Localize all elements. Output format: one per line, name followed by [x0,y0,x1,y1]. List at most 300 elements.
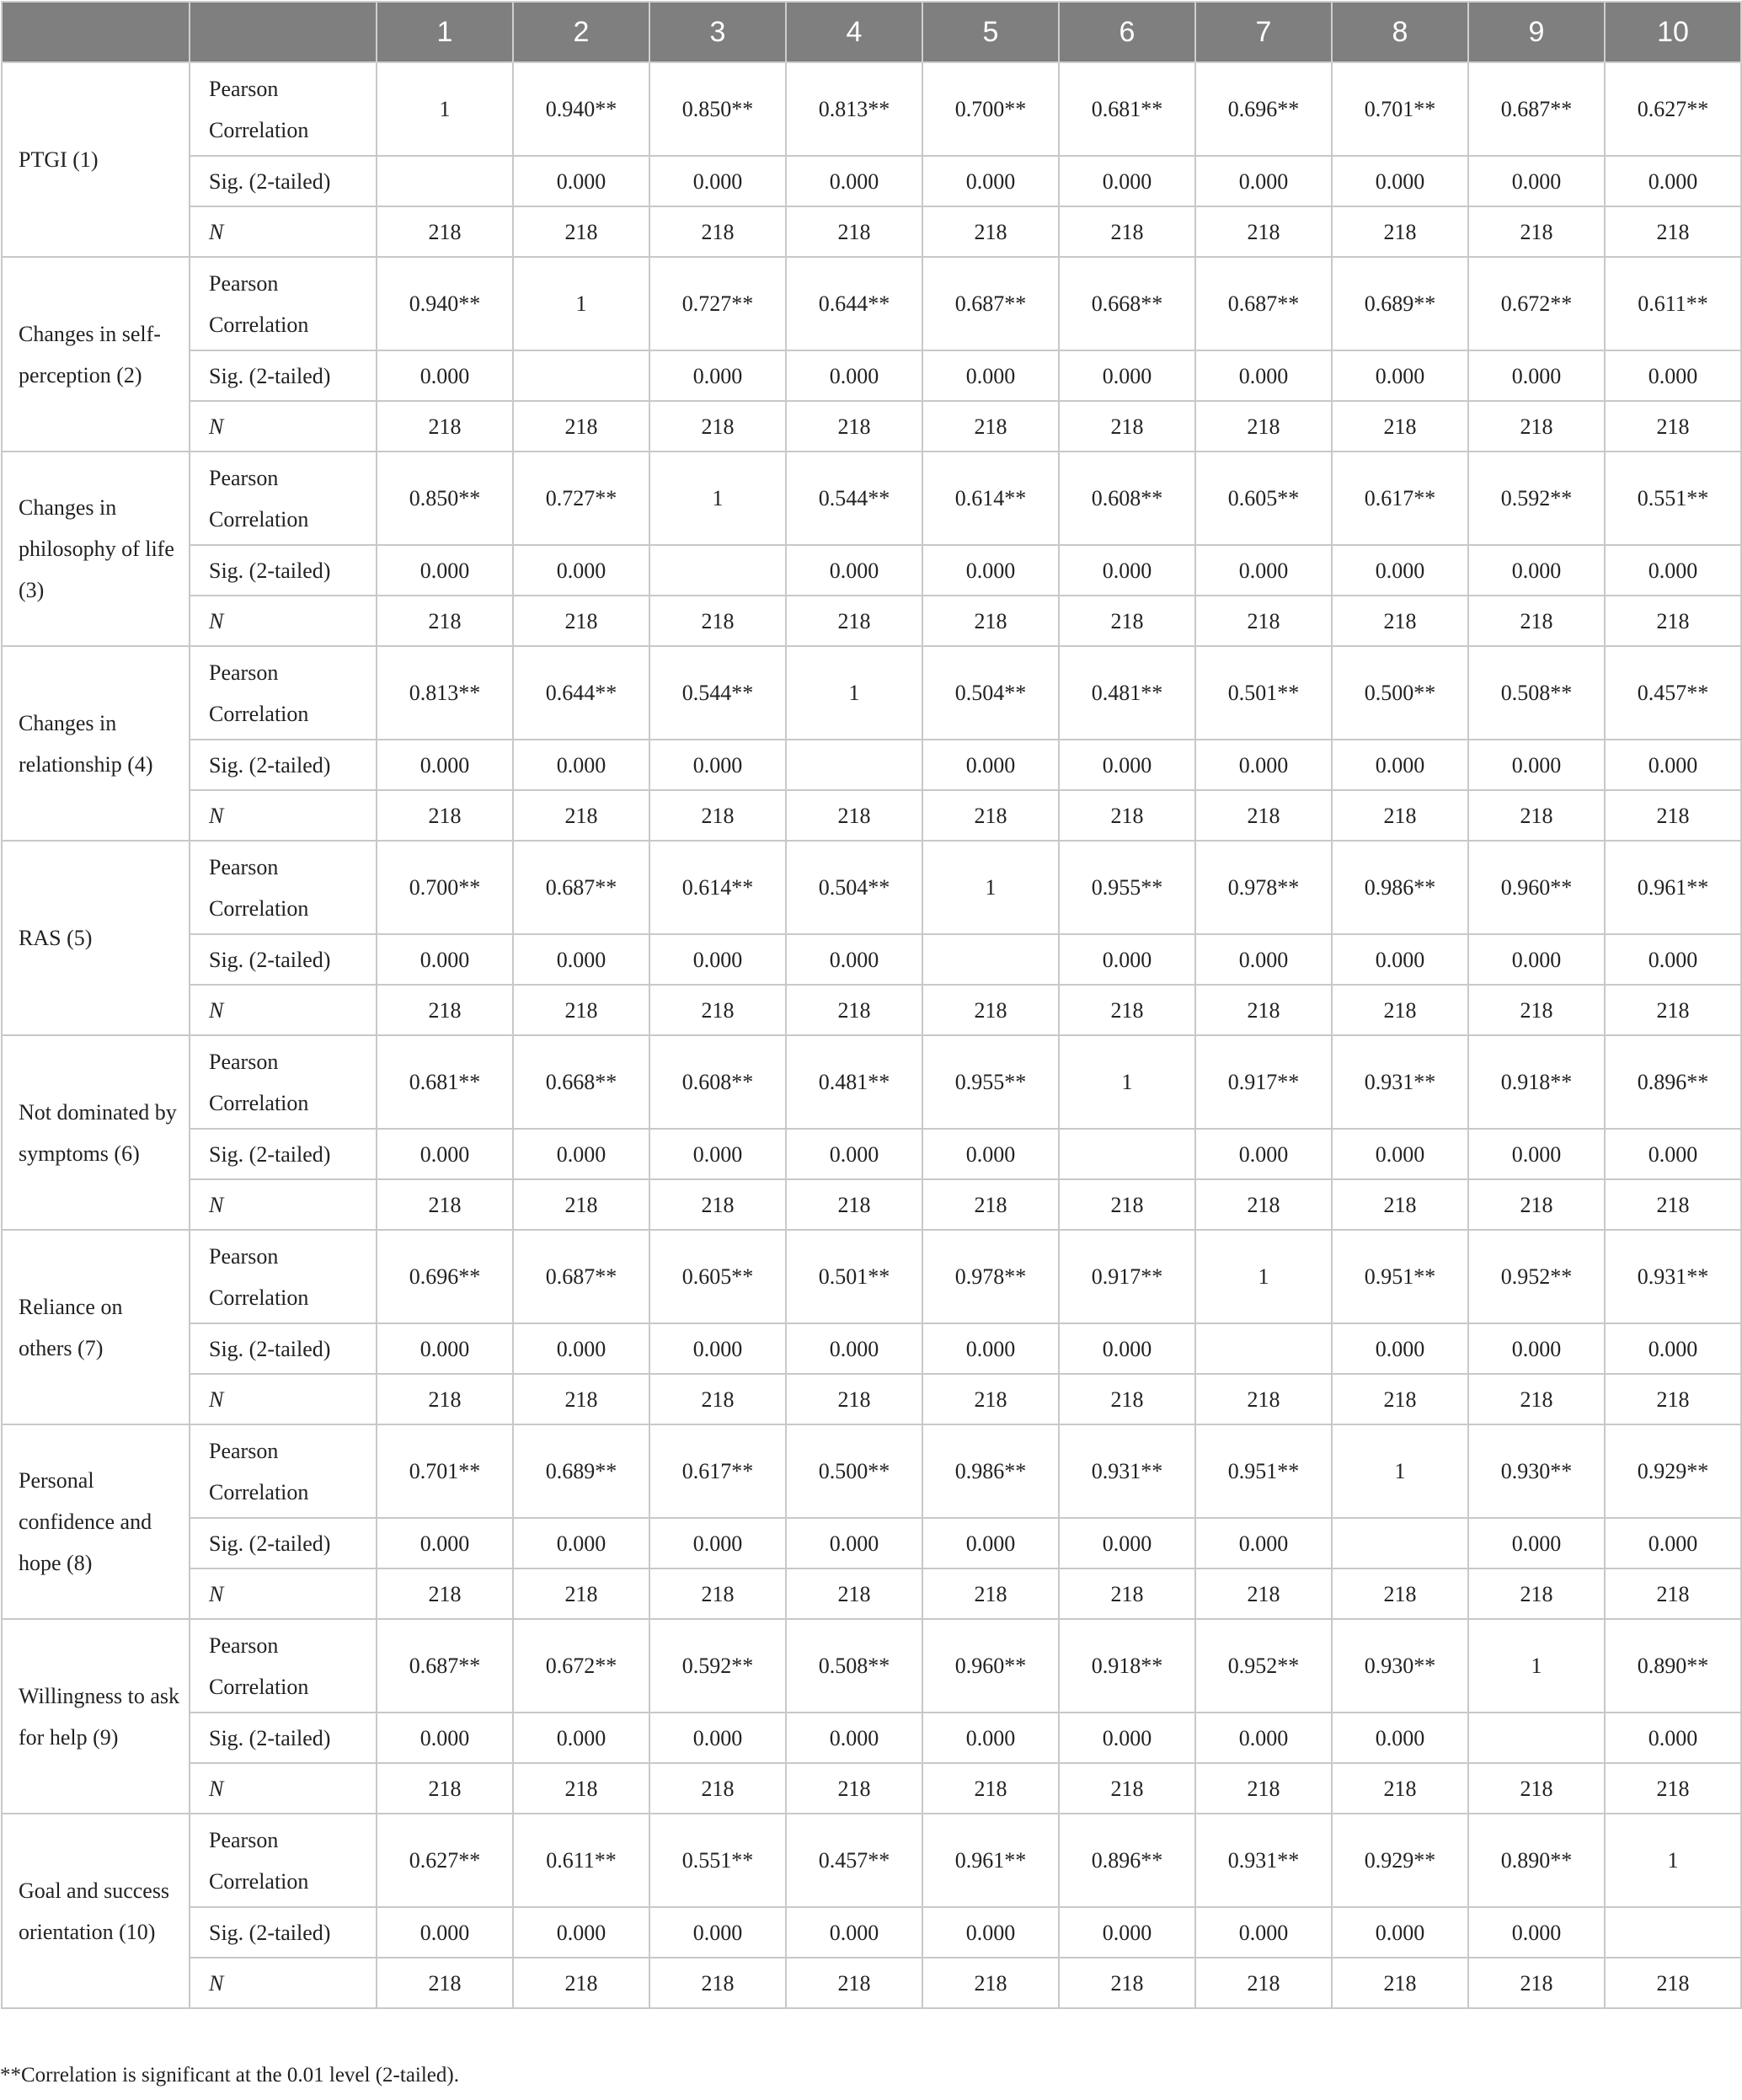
table-cell: 0.592** [1468,452,1605,545]
table-cell: 0.000 [1332,740,1468,790]
table-cell: 0.951** [1195,1424,1332,1518]
table-cell: 0.000 [1059,545,1195,596]
table-cell: 218 [513,1958,649,2008]
table-header [2,2,1741,62]
sig-row [2,1907,1741,1958]
table-cell: 218 [786,1179,922,1230]
table-cell: 218 [1605,1958,1741,2008]
table-cell: 0.000 [1195,740,1332,790]
table-cell: 218 [1195,1763,1332,1814]
table-cell: 0.000 [1605,1518,1741,1568]
table-cell: 0.611** [1605,257,1741,350]
table-cell: 218 [1605,1179,1741,1230]
table-cell: 218 [1059,1374,1195,1424]
statistic-label: Sig. (2-tailed) [190,1129,377,1179]
table-cell: 0.681** [377,1035,513,1129]
table-cell: 0.000 [922,1518,1059,1568]
table-cell: 0.000 [1332,350,1468,401]
pearson-row [2,452,1741,545]
table-cell [922,934,1059,985]
table-cell: 0.000 [786,1129,922,1179]
table-cell: 218 [922,790,1059,841]
table-cell: 218 [922,596,1059,646]
table-cell: 218 [377,1374,513,1424]
table-cell: 0.930** [1332,1619,1468,1713]
table-cell [1195,1323,1332,1374]
table-cell: 0.501** [1195,646,1332,740]
statistic-label: Pearson Correlation [190,257,377,350]
table-cell: 218 [786,1568,922,1619]
table-cell: 0.960** [1468,841,1605,934]
table-cell: 0.978** [922,1230,1059,1323]
table-cell: 0.951** [1332,1230,1468,1323]
header-corner-statistic [190,2,377,62]
sig-row [2,740,1741,790]
table-cell: 218 [1332,1179,1468,1230]
table-cell: 218 [377,401,513,452]
table-cell: 218 [1059,206,1195,257]
table-cell [786,740,922,790]
table-cell: 218 [1195,1179,1332,1230]
table-cell: 0.000 [1332,934,1468,985]
table-cell: 0.000 [1332,545,1468,596]
table-cell: 0.978** [1195,841,1332,934]
table-cell: 218 [1332,790,1468,841]
table-cell: 0.644** [786,257,922,350]
statistic-label: Sig. (2-tailed) [190,545,377,596]
table-cell: 0.687** [1468,62,1605,156]
table-cell: 0.850** [649,62,786,156]
table-cell: 0.000 [1195,350,1332,401]
table-cell: 218 [649,596,786,646]
table-cell [649,545,786,596]
statistic-label: Sig. (2-tailed) [190,934,377,985]
statistic-label: Sig. (2-tailed) [190,1907,377,1958]
statistic-label: Sig. (2-tailed) [190,740,377,790]
table-cell: 218 [1332,596,1468,646]
table-cell: 1 [1332,1424,1468,1518]
sig-row [2,1713,1741,1763]
table-cell: 0.000 [377,1129,513,1179]
statistic-label: N [190,1763,377,1814]
variable-label: Changes in philosophy of life (3) [2,452,190,646]
table-cell: 0.000 [1332,1129,1468,1179]
table-cell: 0.896** [1059,1814,1195,1907]
table-cell: 218 [649,985,786,1035]
pearson-row [2,1035,1741,1129]
statistic-label: N [190,401,377,452]
table-cell: 0.672** [1468,257,1605,350]
table-cell: 0.952** [1195,1619,1332,1713]
table-cell: 0.000 [1605,350,1741,401]
table-cell: 0.000 [1332,156,1468,206]
table-body [2,62,1741,2008]
table-cell: 1 [1468,1619,1605,1713]
sig-row [2,156,1741,206]
table-cell: 0.000 [1605,156,1741,206]
table-cell: 0.000 [1468,934,1605,985]
table-cell: 0.457** [1605,646,1741,740]
table-cell: 218 [1059,596,1195,646]
table-cell: 0.931** [1332,1035,1468,1129]
table-cell: 0.000 [786,1907,922,1958]
pearson-row [2,841,1741,934]
table-cell: 0.000 [377,350,513,401]
table-cell: 0.627** [1605,62,1741,156]
table-cell: 218 [1468,985,1605,1035]
table-cell: 0.929** [1332,1814,1468,1907]
table-cell: 0.986** [922,1424,1059,1518]
table-cell: 0.000 [1605,1713,1741,1763]
table-cell: 0.687** [1195,257,1332,350]
table-cell: 0.000 [513,1129,649,1179]
table-cell: 218 [513,1179,649,1230]
table-cell: 0.918** [1059,1619,1195,1713]
statistic-label: Pearson Correlation [190,1814,377,1907]
correlation-table [1,1,1742,2009]
table-cell: 218 [786,1763,922,1814]
table-cell: 218 [1468,1568,1605,1619]
table-cell: 0.000 [1468,1129,1605,1179]
table-cell: 218 [1195,790,1332,841]
table-cell: 0.813** [786,62,922,156]
statistic-label: Sig. (2-tailed) [190,1713,377,1763]
column-header: 5 [922,2,1059,62]
column-header: 7 [1195,2,1332,62]
table-cell: 218 [922,1568,1059,1619]
table-cell: 0.955** [922,1035,1059,1129]
table-cell: 218 [786,985,922,1035]
table-cell: 0.687** [513,841,649,934]
table-cell: 218 [1332,401,1468,452]
table-cell: 218 [513,1568,649,1619]
table-cell: 0.501** [786,1230,922,1323]
table-cell: 0.457** [786,1814,922,1907]
table-cell: 218 [1468,1179,1605,1230]
table-cell: 0.929** [1605,1424,1741,1518]
variable-label: Changes in self-perception (2) [2,257,190,452]
table-cell: 218 [1468,1763,1605,1814]
table-cell: 218 [1605,1374,1741,1424]
table-cell: 0.000 [1059,740,1195,790]
table-cell: 218 [1468,1958,1605,2008]
table-cell: 218 [377,985,513,1035]
table-cell: 218 [1195,401,1332,452]
variable-label: Goal and success orientation (10) [2,1814,190,2008]
column-header: 8 [1332,2,1468,62]
table-cell: 0.000 [1059,1323,1195,1374]
table-cell: 0.668** [513,1035,649,1129]
table-cell: 0.000 [922,1907,1059,1958]
table-cell: 218 [649,1763,786,1814]
table-cell: 1 [786,646,922,740]
table-cell: 218 [1195,1958,1332,2008]
table-cell: 0.700** [377,841,513,934]
table-cell: 0.000 [786,350,922,401]
statistic-label: Pearson Correlation [190,1035,377,1129]
table-cell: 0.940** [513,62,649,156]
table-cell: 0.000 [1332,1713,1468,1763]
table-cell: 218 [1059,1958,1195,2008]
column-header: 4 [786,2,922,62]
table-cell: 0.890** [1468,1814,1605,1907]
table-cell: 0.614** [922,452,1059,545]
table-cell [1059,1129,1195,1179]
table-cell: 218 [922,401,1059,452]
table-cell [1605,1907,1741,1958]
table-cell: 0.605** [649,1230,786,1323]
table-cell: 0.668** [1059,257,1195,350]
statistic-label: N [190,1374,377,1424]
table-cell: 0.000 [1195,1907,1332,1958]
table-cell: 1 [649,452,786,545]
table-cell: 1 [513,257,649,350]
table-cell: 218 [1059,1568,1195,1619]
table-cell: 0.000 [1468,350,1605,401]
table-cell: 218 [922,1179,1059,1230]
statistic-label: Sig. (2-tailed) [190,1518,377,1568]
n-row [2,1958,1741,2008]
table-cell: 0.000 [786,1713,922,1763]
table-cell: 0.890** [1605,1619,1741,1713]
table-cell: 0.000 [377,934,513,985]
table-cell: 218 [649,1179,786,1230]
table-cell: 218 [1468,790,1605,841]
table-cell [1468,1713,1605,1763]
sig-row [2,545,1741,596]
statistic-label: N [190,1958,377,2008]
table-cell: 0.687** [922,257,1059,350]
table-cell: 0.508** [786,1619,922,1713]
table-cell: 218 [377,1763,513,1814]
table-cell: 218 [1468,1374,1605,1424]
sig-row [2,1129,1741,1179]
table-cell: 0.000 [786,1323,922,1374]
n-row [2,206,1741,257]
table-cell: 0.813** [377,646,513,740]
sig-row [2,1518,1741,1568]
table-cell: 0.000 [1195,934,1332,985]
table-cell: 218 [786,206,922,257]
table-cell: 0.960** [922,1619,1059,1713]
table-cell: 0.000 [1468,1518,1605,1568]
table-cell: 0.940** [377,257,513,350]
table-cell: 0.000 [649,1907,786,1958]
table-cell: 0.000 [922,545,1059,596]
table-cell: 0.000 [377,1323,513,1374]
table-cell: 0.931** [1195,1814,1332,1907]
table-cell: 0.481** [786,1035,922,1129]
statistic-label: Sig. (2-tailed) [190,156,377,206]
table-cell: 0.000 [513,545,649,596]
table-cell: 218 [649,790,786,841]
table-cell: 0.000 [1605,934,1741,985]
table-cell: 0.961** [922,1814,1059,1907]
table-cell: 0.508** [1468,646,1605,740]
table-cell: 218 [1195,206,1332,257]
table-cell: 0.000 [1332,1323,1468,1374]
table-cell: 0.701** [377,1424,513,1518]
table-cell: 0.000 [1605,1129,1741,1179]
table-cell: 0.700** [922,62,1059,156]
pearson-row [2,257,1741,350]
table-cell: 218 [1468,206,1605,257]
table-cell: 218 [1332,1958,1468,2008]
table-cell: 0.000 [377,1518,513,1568]
table-cell: 218 [377,206,513,257]
table-cell: 0.000 [1059,1713,1195,1763]
table-cell: 0.689** [513,1424,649,1518]
table-cell: 0.504** [922,646,1059,740]
table-cell: 218 [1195,1374,1332,1424]
table-cell: 218 [377,790,513,841]
pearson-row [2,62,1741,156]
table-cell: 0.930** [1468,1424,1605,1518]
table-cell: 0.644** [513,646,649,740]
table-cell: 218 [513,1374,649,1424]
table-cell: 0.952** [1468,1230,1605,1323]
statistic-label: Pearson Correlation [190,452,377,545]
table-cell: 218 [649,401,786,452]
table-cell: 218 [1605,596,1741,646]
table-cell: 0.000 [1468,1323,1605,1374]
table-cell: 0.000 [377,545,513,596]
table-cell: 218 [786,1374,922,1424]
table-cell: 218 [377,596,513,646]
column-header: 1 [377,2,513,62]
table-cell: 218 [1059,1179,1195,1230]
table-cell: 0.611** [513,1814,649,1907]
table-cell: 0.000 [513,1323,649,1374]
statistic-label: N [190,790,377,841]
table-cell: 0.917** [1195,1035,1332,1129]
table-cell: 0.000 [1059,934,1195,985]
table-cell: 0.000 [1059,1907,1195,1958]
table-cell: 0.000 [1195,1129,1332,1179]
table-cell: 218 [1332,985,1468,1035]
table-cell: 218 [377,1568,513,1619]
table-cell: 218 [922,985,1059,1035]
table-cell: 218 [1605,790,1741,841]
variable-label: Not dominated by symptoms (6) [2,1035,190,1230]
table-cell: 0.500** [786,1424,922,1518]
table-cell: 0.727** [513,452,649,545]
table-cell: 218 [649,1958,786,2008]
table-cell: 0.000 [786,156,922,206]
table-cell: 0.000 [922,740,1059,790]
header-row [2,2,1741,62]
table-cell: 218 [513,790,649,841]
table-cell: 0.592** [649,1619,786,1713]
table-cell: 0.000 [1059,156,1195,206]
pearson-row [2,1230,1741,1323]
n-row [2,1763,1741,1814]
table-cell: 0.850** [377,452,513,545]
table-cell: 1 [1059,1035,1195,1129]
table-cell: 218 [1059,1763,1195,1814]
sig-row [2,1323,1741,1374]
statistic-label: N [190,596,377,646]
table-cell: 0.551** [1605,452,1741,545]
table-cell: 0.500** [1332,646,1468,740]
statistic-label: Pearson Correlation [190,1619,377,1713]
table-cell: 0.689** [1332,257,1468,350]
table-cell: 218 [649,1568,786,1619]
table-cell: 0.000 [513,1907,649,1958]
table-cell: 0.000 [649,350,786,401]
table-cell: 0.000 [1468,545,1605,596]
header-corner-variable [2,2,190,62]
table-cell: 0.000 [649,1518,786,1568]
table-cell: 0.672** [513,1619,649,1713]
table-cell: 0.000 [377,1907,513,1958]
table-cell: 0.000 [1195,1713,1332,1763]
table-cell [377,156,513,206]
table-cell: 218 [1332,206,1468,257]
table-cell: 0.000 [1195,156,1332,206]
table-cell: 0.000 [922,350,1059,401]
pearson-row [2,1814,1741,1907]
table-cell: 0.955** [1059,841,1195,934]
table-cell: 0.986** [1332,841,1468,934]
table-cell: 218 [922,1763,1059,1814]
table-cell: 218 [377,1958,513,2008]
variable-label: PTGI (1) [2,62,190,257]
table-cell: 0.000 [1332,1907,1468,1958]
table-cell: 0.000 [922,1129,1059,1179]
table-cell: 0.617** [649,1424,786,1518]
column-header: 2 [513,2,649,62]
table-cell: 0.917** [1059,1230,1195,1323]
table-cell: 218 [1605,206,1741,257]
table-cell: 0.931** [1605,1230,1741,1323]
table-cell: 0.000 [377,1713,513,1763]
variable-label: Willingness to ask for help (9) [2,1619,190,1814]
table-cell: 218 [1059,985,1195,1035]
table-cell: 0.504** [786,841,922,934]
table-cell: 1 [922,841,1059,934]
table-cell: 0.000 [1605,545,1741,596]
table-cell: 0.000 [1468,1907,1605,1958]
table-cell: 0.000 [377,740,513,790]
table-cell: 0.000 [922,1323,1059,1374]
variable-label: Personal confidence and hope (8) [2,1424,190,1619]
n-row [2,790,1741,841]
statistic-label: Sig. (2-tailed) [190,1323,377,1374]
table-cell: 218 [922,1958,1059,2008]
table-cell: 218 [513,985,649,1035]
table-cell: 0.000 [649,1323,786,1374]
table-cell: 218 [377,1179,513,1230]
table-cell: 0.000 [1605,740,1741,790]
table-cell: 0.681** [1059,62,1195,156]
table-cell: 218 [1195,596,1332,646]
table-cell: 0.000 [1059,1518,1195,1568]
table-cell: 218 [1605,401,1741,452]
statistic-label: Sig. (2-tailed) [190,350,377,401]
statistic-label: Pearson Correlation [190,646,377,740]
table-cell: 218 [922,206,1059,257]
column-header: 3 [649,2,786,62]
variable-label: Reliance on others (7) [2,1230,190,1424]
table-cell: 0.701** [1332,62,1468,156]
pearson-row [2,1424,1741,1518]
table-cell: 0.931** [1059,1424,1195,1518]
column-header: 10 [1605,2,1741,62]
table-cell: 0.000 [513,934,649,985]
table-cell: 0.614** [649,841,786,934]
table-cell: 0.687** [513,1230,649,1323]
